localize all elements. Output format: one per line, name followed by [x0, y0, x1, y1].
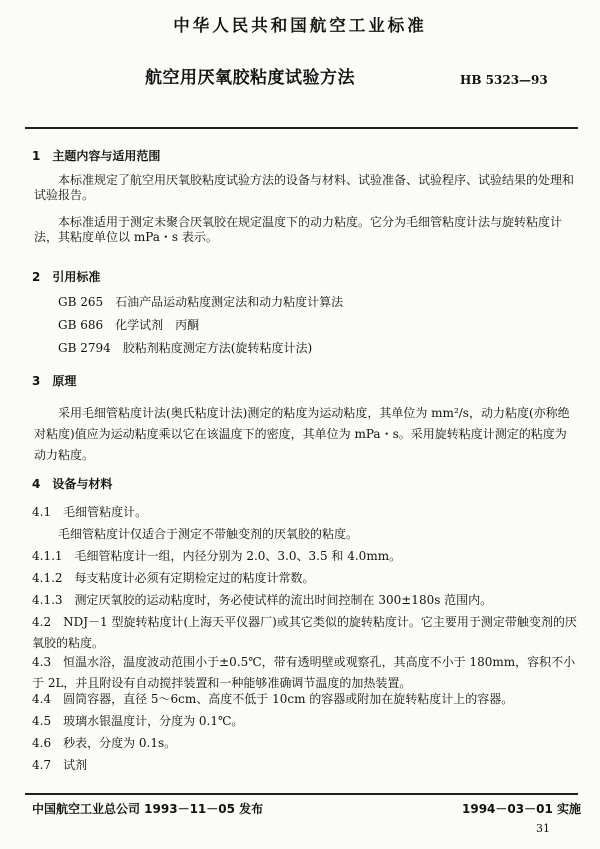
section-2-heading: 2 引用标准 [32, 270, 101, 284]
page-number: 31 [536, 822, 550, 835]
clause-4-2: 4.2 NDJ－1 型旋转粘度计(上海天平仪器厂)或其它类似的旋转粘度计。它主要用于测定带触变剂的厌氧胶的粘度。 [32, 615, 577, 650]
clause-4-1: 4.1 毛细管粘度计。 [32, 505, 148, 519]
issue-date: 中国航空工业总公司 1993－11－05 发布 [32, 802, 264, 816]
clause-4-3: 4.3 恒温水浴，温度波动范围小于±0.5℃，带有透明壁或观察孔，其高度不小于 180mm，容积不小于 2L，并且附设有自动搅拌装置和一种能够准确调节温度的加热装置。 [32, 655, 576, 690]
reference-item: GB 686 化学试剂 丙酮 [58, 318, 200, 332]
reference-item: GB 265 石油产品运动粘度测定法和动力粘度计算法 [58, 295, 344, 309]
clause-4-1-2: 4.1.2 每支粘度计必须有定期检定过的粘度计常数。 [32, 571, 315, 585]
section-1-heading: 1 主题内容与适用范围 [32, 149, 161, 163]
clause-4-5: 4.5 玻璃水银温度计，分度为 0.1℃。 [32, 714, 244, 728]
issuing-agency-banner: 中华人民共和国航空工业标准 [173, 16, 427, 35]
section-3-heading: 3 原理 [32, 374, 77, 388]
section-4-heading: 4 设备与材料 [32, 477, 113, 491]
reference-item: GB 2794 胶粘剂粘度测定方法(旋转粘度计法) [58, 341, 313, 355]
clause-4-6: 4.6 秒表，分度为 0.1s。 [32, 736, 177, 750]
section-1-paragraph-1: 本标准规定了航空用厌氧胶粘度试验方法的设备与材料、试验准备、试验程序、试验结果的处理和试验报告。 [34, 173, 575, 202]
effective-date: 1994－03－01 实施 [462, 802, 581, 816]
standard-code: HB 5323—93 [460, 73, 548, 87]
clause-4-7: 4.7 试剂 [32, 758, 88, 772]
clause-4-4: 4.4 圆筒容器，直径 5～6cm、高度不低于 10cm 的容器或附加在旋转粘度计上的容器。 [32, 692, 514, 706]
clause-4-1-1: 4.1.1 毛细管粘度计一组，内径分别为 2.0、3.0、3.5 和 4.0mm。 [32, 549, 402, 563]
clause-4-1-description: 毛细管粘度计仅适合于测定不带触变剂的厌氧胶的粘度。 [58, 527, 359, 541]
document-title: 航空用厌氧胶粘度试验方法 [145, 68, 355, 88]
clause-4-1-3: 4.1.3 测定厌氧胶的运动粘度时，务必使试样的流出时间控制在 300±180s 范围内。 [32, 593, 493, 607]
section-1-paragraph-2: 本标准适用于测定未聚合厌氧胶在规定温度下的动力粘度。它分为毛细管粘度计法与旋转粘度计法，其粘度单位以 mPa・s 表示。 [34, 215, 563, 244]
header-rule [25, 127, 578, 129]
footer-rule [25, 793, 578, 795]
section-3-paragraph: 采用毛细管粘度计法(奥氏粘度计法)测定的粘度为运动粘度，其单位为 mm²/s，动力粘度(亦称绝对粘度)值应为运动粘度乘以它在该温度下的密度，其单位为 mPa・s。采用旋转粘度计测定的粘度为动力粘度。 [34, 406, 570, 462]
